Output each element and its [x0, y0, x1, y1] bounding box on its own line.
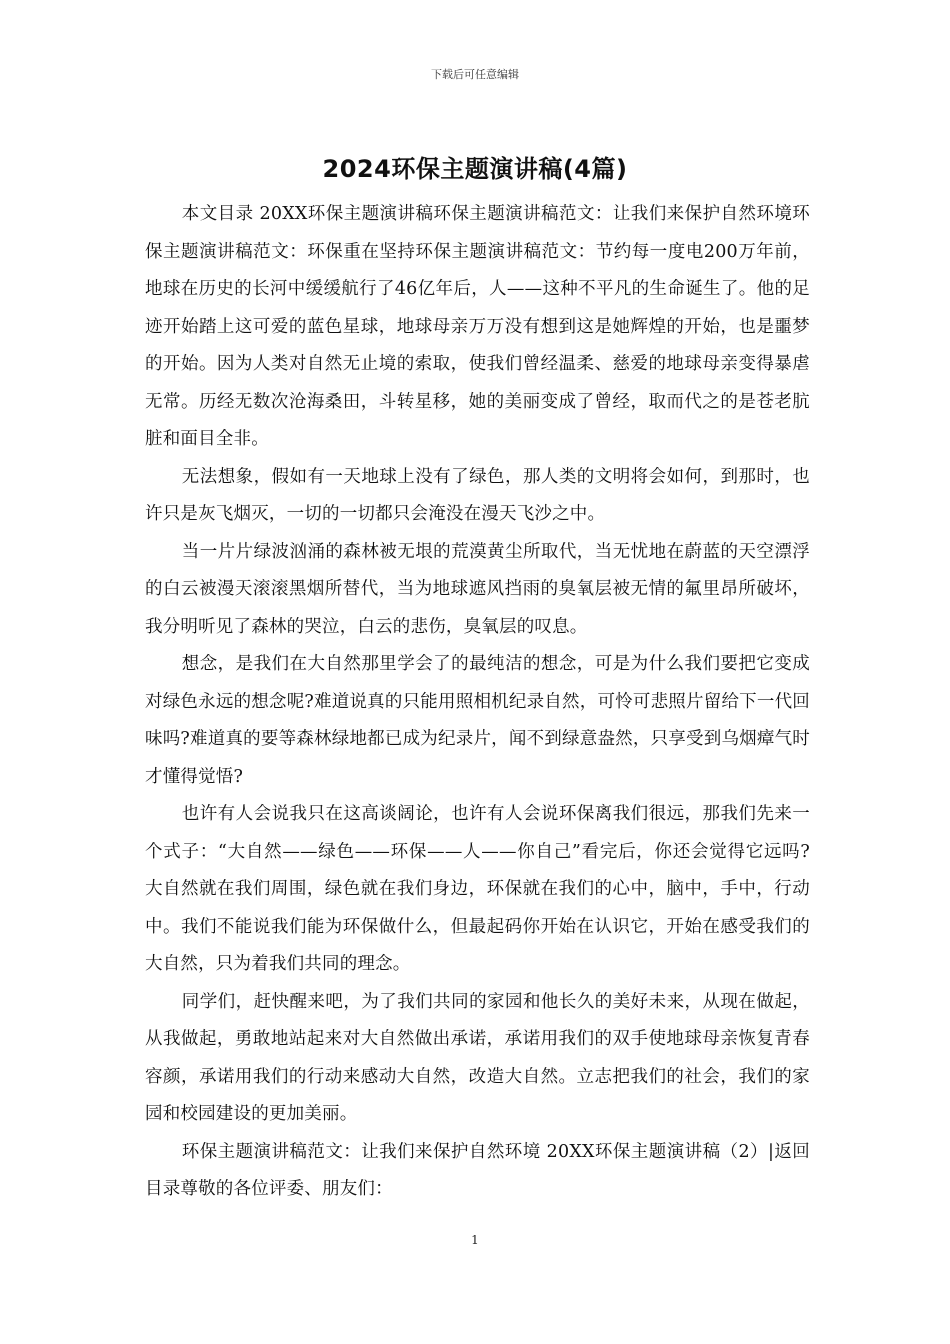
paragraph-3: 当一片片绿波汹涌的森林被无垠的荒漠黄尘所取代，当无忧地在蔚蓝的天空漂浮的白云被漫天滚滚黑烟所替代，当为地球遮风挡雨的臭氧层被无情的氟里昂所破坏，我分明听见了森林的哭泣，白云的悲伤，臭氧层的叹息。 [145, 541, 810, 637]
paragraph-5: 也许有人会说我只在这高谈阔论，也许有人会说环保离我们很远，那我们先来一个式子：“大自然——绿色——环保——人——你自己”看完后，你还会觉得它远吗?大自然就在我们周围，绿色就在我们身边，环保就在我们的心中，脑中，手中，行动中。我们不能说我们能为环保做什么，但最起码你开始在认识它，开始在感受我们的大自然，只为着我们共同的理念。 [145, 804, 810, 974]
paragraph-7: 环保主题演讲稿范文：让我们来保护自然环境 20XX环保主题演讲稿（2）|返回目录尊敬的各位评委、朋友们： [145, 1141, 810, 1199]
paragraph-2: 无法想象，假如有一天地球上没有了绿色，那人类的文明将会如何，到那时，也许只是灰飞烟灭，一切的一切都只会淹没在漫天飞沙之中。 [145, 466, 810, 524]
page-number: 1 [471, 1233, 479, 1247]
paragraph-1: 本文目录 20XX环保主题演讲稿环保主题演讲稿范文：让我们来保护自然环境环保主题演讲稿范文：环保重在坚持环保主题演讲稿范文：节约每一度电200万年前，地球在历史的长河中缓缓航行了46亿年后，人——这种不平凡的生命诞生了。他的足迹开始踏上这可爱的蓝色星球，地球母亲万万没有想到这是她辉煌的开始，也是噩梦的开始。因为人类对自然无止境的索取，使我们曾经温柔、慈爱的地球母亲变得暴虐无常。历经无数次沧海桑田，斗转星移，她的美丽变成了曾经，取而代之的是苍老肮脏和面目全非。 [145, 204, 810, 449]
page-header: 下载后可任意编辑 [431, 68, 519, 81]
document-body [145, 196, 810, 1209]
paragraph-4: 想念，是我们在大自然那里学会了的最纯洁的想念，可是为什么我们要把它变成对绿色永远的想念呢?难道说真的只能用照相机纪录自然，可怜可悲照片留给下一代回味吗?难道真的要等森林绿地都已成为纪录片，闻不到绿意盎然，只享受到乌烟瘴气时才懂得觉悟? [145, 654, 810, 787]
paragraph-6: 同学们，赶快醒来吧，为了我们共同的家园和他长久的美好未来，从现在做起，从我做起，勇敢地站起来对大自然做出承诺，承诺用我们的双手使地球母亲恢复青春容颜，承诺用我们的行动来感动大自然，改造大自然。立志把我们的社会，我们的家园和校园建设的更加美丽。 [145, 991, 810, 1124]
document-title: 2024环保主题演讲稿(4篇) [322, 155, 628, 183]
